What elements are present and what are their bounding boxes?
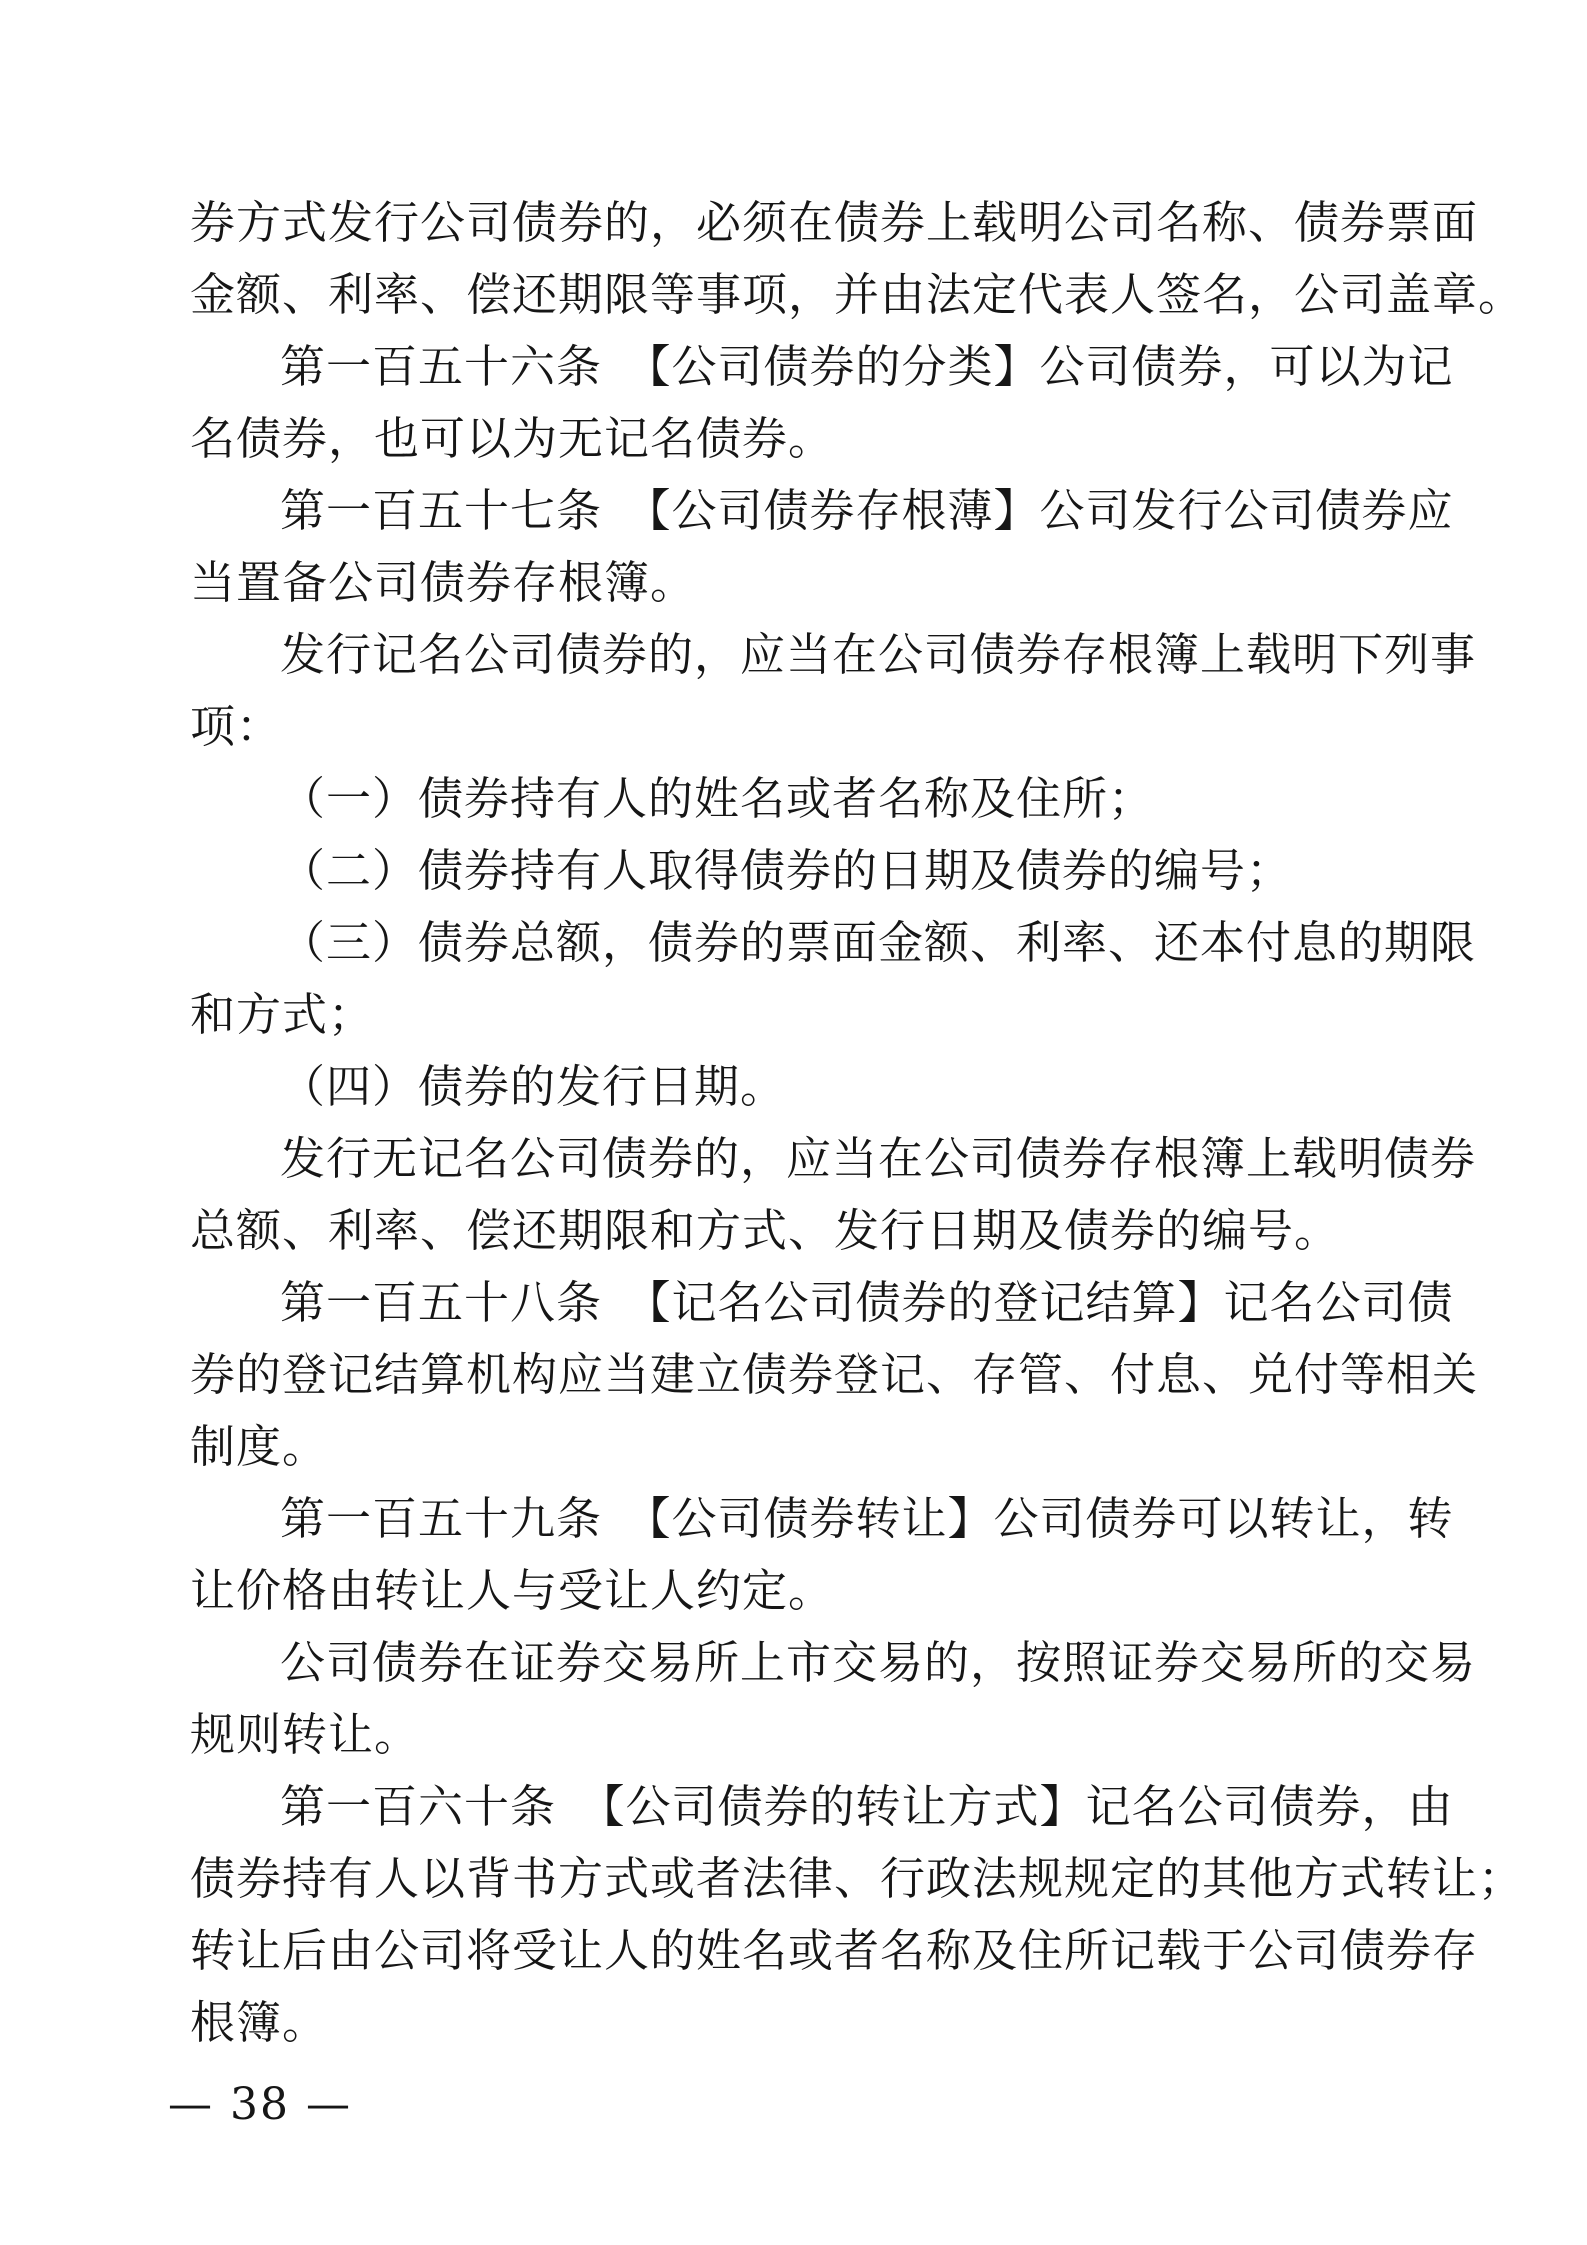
text-line: 公司债券在证券交易所上市交易的，按照证券交易所的交易 (280, 1636, 1477, 1689)
text-line: 当置备公司债券存根簿。 (190, 556, 697, 609)
text-line: 发行无记名公司债券的，应当在公司债券存根簿上载明债券 (280, 1132, 1477, 1185)
text-line: 债券持有人以背书方式或者法律、行政法规规定的其他方式转让； (190, 1852, 1525, 1905)
text-line: 金额、利率、偿还期限等事项，并由法定代表人签名，公司盖章。 (190, 268, 1525, 321)
text-line: 券方式发行公司债券的，必须在债券上载明公司名称、债券票面 (190, 196, 1479, 249)
text-line: 项： (190, 700, 283, 753)
text-line: 第一百五十八条 【记名公司债券的登记结算】记名公司债 (280, 1276, 1454, 1329)
text-line: 第一百六十条 【公司债券的转让方式】记名公司债券，由 (280, 1780, 1454, 1833)
text-line: 根簿。 (190, 1996, 329, 2049)
text-line: 和方式； (190, 988, 375, 1041)
text-line: 让价格由转让人与受让人约定。 (190, 1564, 835, 1617)
text-line: （四）债券的发行日期。 (280, 1060, 787, 1113)
text-line: （二）债券持有人取得债券的日期及债券的编号； (280, 844, 1293, 897)
text-line: 第一百五十六条 【公司债券的分类】公司债券，可以为记 (280, 340, 1454, 393)
text-line: 发行记名公司债券的，应当在公司债券存根簿上载明下列事 (280, 628, 1477, 681)
document-lines (190, 187, 1525, 2059)
text-line: （三）债券总额，债券的票面金额、利率、还本付息的期限 (280, 916, 1477, 969)
text-line: 第一百五十九条 【公司债券转让】公司债券可以转让，转 (280, 1492, 1454, 1545)
text-line: （一）债券持有人的姓名或者名称及住所； (280, 772, 1155, 825)
text-line: 第一百五十七条 【公司债券存根薄】公司发行公司债券应 (280, 484, 1454, 537)
text-line: 名债券，也可以为无记名债券。 (190, 412, 835, 465)
text-line: 制度。 (190, 1420, 329, 1473)
text-line: 规则转让。 (190, 1708, 421, 1761)
text-line: 券的登记结算机构应当建立债券登记、存管、付息、兑付等相关 (190, 1348, 1479, 1401)
page-number: — 38 — (168, 2079, 352, 2130)
text-line: 转让后由公司将受让人的姓名或者名称及住所记载于公司债券存 (190, 1924, 1479, 1977)
text-line: 总额、利率、偿还期限和方式、发行日期及债券的编号。 (190, 1204, 1341, 1257)
